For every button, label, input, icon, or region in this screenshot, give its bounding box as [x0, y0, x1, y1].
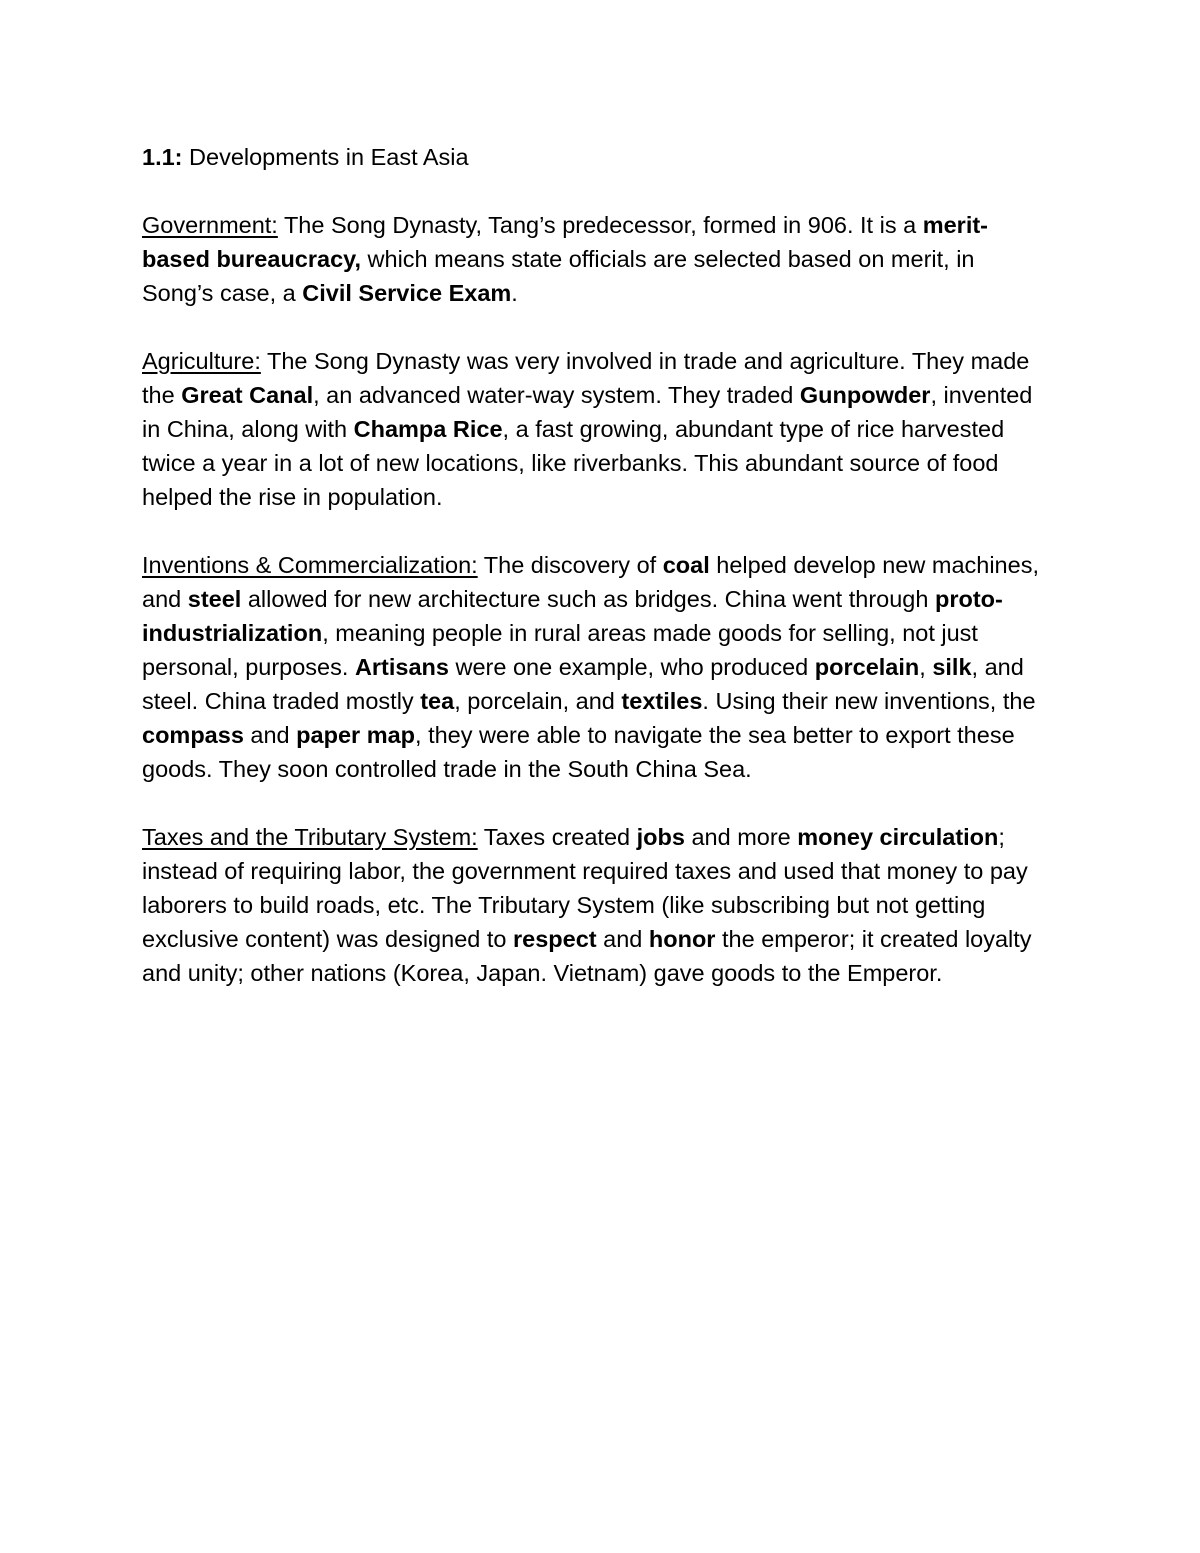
bold-term: proto-industrialization	[142, 586, 1003, 646]
bold-term: money circulation	[797, 824, 999, 850]
text-run: , an advanced water-way system. They traded	[313, 382, 800, 408]
text-run: The discovery of	[477, 552, 663, 578]
section-heading: Government:	[142, 212, 278, 238]
document-body	[142, 140, 1052, 1024]
text-run: the emperor; it created loyalty and unity; other nations (Korea, Japan. Vietnam) gave goods to the Emperor.	[142, 926, 1032, 986]
section-body	[142, 348, 1032, 510]
bold-term: merit-based bureaucracy,	[142, 212, 989, 272]
text-run: and more	[684, 824, 798, 850]
bold-term: Artisans	[354, 654, 449, 680]
bold-term: porcelain	[814, 654, 920, 680]
text-run: ; instead of requiring labor, the government required taxes and used that money to pay laborers to build roads, etc. The Tributary System (like subscribing but not getting exclusive content) was designed to	[142, 824, 1028, 952]
text-run: allowed for new architecture such as bridges. China went through	[241, 586, 935, 612]
text-run: .	[511, 280, 518, 306]
bold-term: honor	[648, 926, 716, 952]
bold-term: tea	[420, 688, 455, 714]
section-body	[142, 552, 1039, 782]
text-run: , and steel. China traded mostly	[142, 654, 1024, 714]
bold-term: Civil Service Exam	[302, 280, 512, 306]
bold-term: respect	[513, 926, 597, 952]
bold-term: Champa Rice	[353, 416, 503, 442]
text-run: , porcelain, and	[454, 688, 622, 714]
bold-term: coal	[662, 552, 710, 578]
text-run: The Song Dynasty, Tang’s predecessor, formed in 906. It is a	[277, 212, 923, 238]
text-run: were one example, who produced	[448, 654, 815, 680]
bold-term: steel	[187, 586, 242, 612]
title-text: Developments in East Asia	[182, 144, 469, 170]
bold-term: Gunpowder	[799, 382, 931, 408]
section-agriculture	[142, 344, 1052, 514]
bold-term: jobs	[636, 824, 685, 850]
text-run: The Song Dynasty was very involved in trade and agriculture. They made the	[142, 348, 1030, 408]
section-taxes-tributary-system	[142, 820, 1052, 990]
bold-term: compass	[142, 722, 244, 748]
document-title	[142, 140, 1052, 174]
text-run: , a fast growing, abundant type of rice harvested twice a year in a lot of new locations, like riverbanks. This abundant source of food helped the rise in population.	[142, 416, 1005, 510]
text-run: Taxes created	[477, 824, 637, 850]
bold-term: paper map	[296, 722, 416, 748]
section-heading: Inventions & Commercialization:	[142, 552, 478, 578]
text-run: ,	[919, 654, 933, 680]
text-run: which means state officials are selected based on merit, in Song’s case, a	[142, 246, 975, 306]
section-heading: Taxes and the Tributary System:	[142, 824, 478, 850]
text-run: and	[596, 926, 649, 952]
section-government	[142, 208, 1052, 310]
text-run: helped develop new machines, and	[142, 552, 1039, 612]
text-run: , they were able to navigate the sea better to export these goods. They soon controlled trade in the South China Sea.	[142, 722, 1015, 782]
text-run: , invented in China, along with	[142, 382, 1033, 442]
title-number: 1.1:	[142, 144, 183, 170]
bold-term: textiles	[621, 688, 703, 714]
section-heading: Agriculture:	[142, 348, 261, 374]
section-inventions-commercialization	[142, 548, 1052, 786]
text-run: and	[243, 722, 297, 748]
text-run: , meaning people in rural areas made goods for selling, not just personal, purposes.	[142, 620, 978, 680]
bold-term: silk	[932, 654, 972, 680]
bold-term: Great Canal	[181, 382, 314, 408]
text-run: . Using their new inventions, the	[702, 688, 1036, 714]
